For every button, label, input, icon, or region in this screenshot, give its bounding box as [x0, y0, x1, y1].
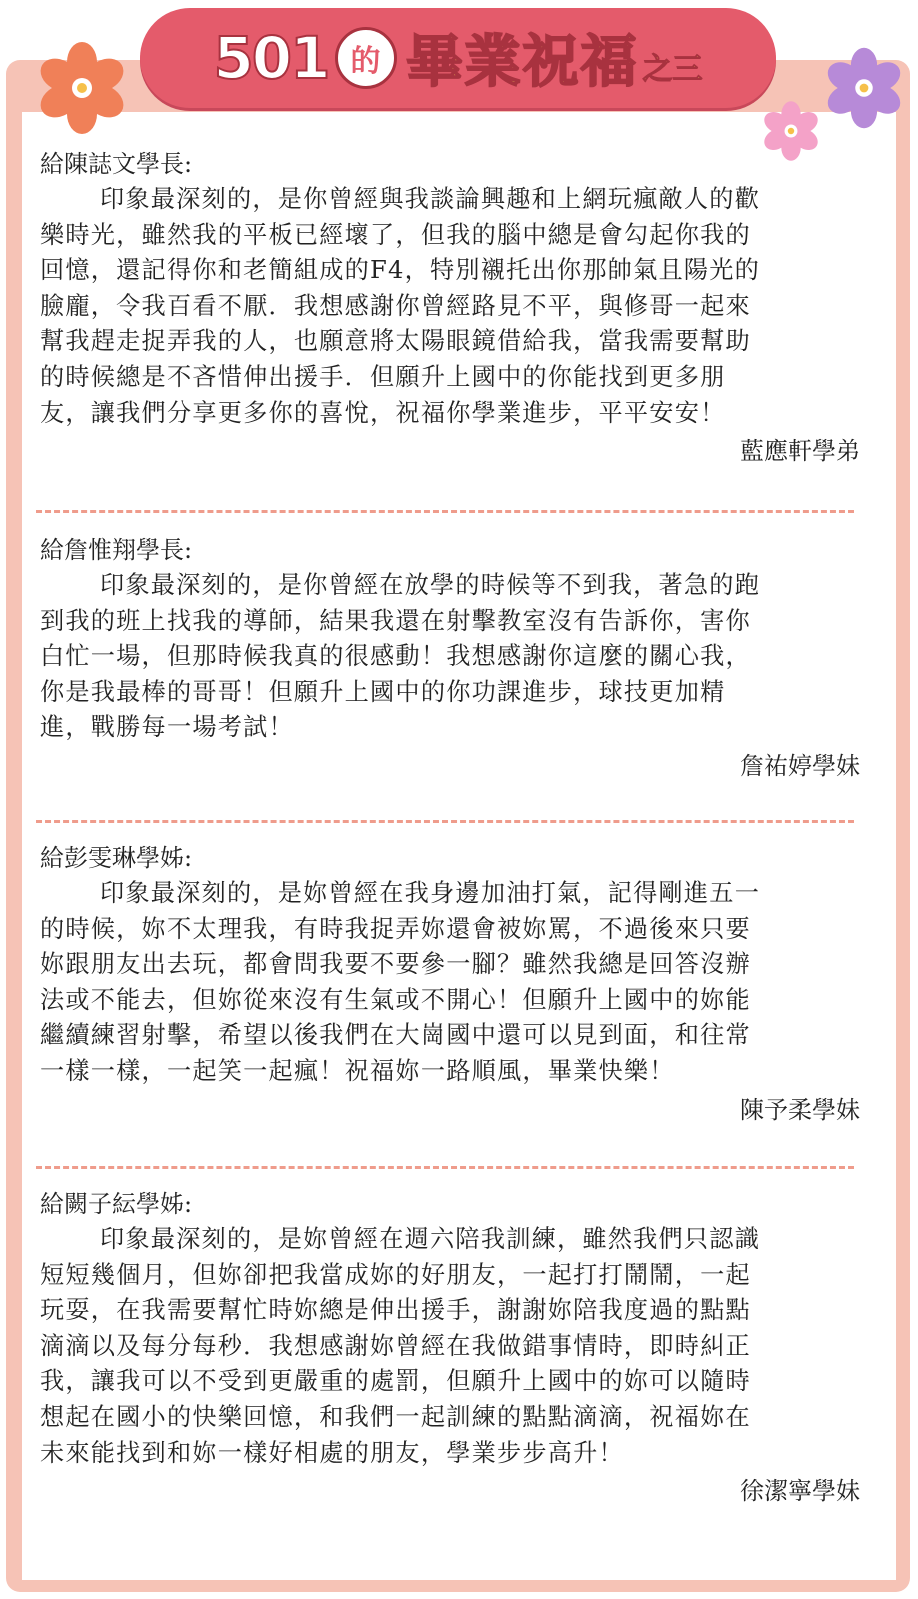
letter-signature: 詹祐婷學妹	[740, 751, 860, 780]
letter-line: 印象最深刻的，是妳曾經在週六陪我訓練，雖然我們只認識	[100, 1225, 761, 1253]
letter-line: 白忙一場，但那時候我真的很感動！我想感謝你這麼的關心我，	[40, 642, 751, 671]
letter-line: 短短幾個月，但妳卻把我當成妳的好朋友，一起打打鬧鬧，一起	[40, 1260, 751, 1289]
letter-line: 繼續練習射擊，希望以後我們在大崗國中還可以見到面，和往常	[40, 1021, 751, 1050]
letter-line: 一樣一樣，一起笑一起瘋！祝福妳一路順風，畢業快樂！	[40, 1056, 675, 1085]
banner-de-badge: 的	[335, 27, 397, 89]
letter-recipient: 給詹惟翔學長:	[40, 536, 193, 564]
letter-line: 你是我最棒的哥哥！但願升上國中的你功課進步，球技更加精	[40, 677, 726, 706]
letter-line: 法或不能去，但妳從來沒有生氣或不開心！但願升上國中的妳能	[40, 985, 751, 1014]
letter-recipient: 給闕子紜學姊:	[40, 1190, 193, 1218]
letter-line: 滴滴以及每分每秒．我想感謝妳曾經在我做錯事情時，即時糾正	[40, 1331, 751, 1360]
orange-flower-icon	[34, 40, 130, 136]
letter-section	[40, 146, 860, 471]
letter-line: 玩耍，在我需要幫忙時妳總是伸出援手，謝謝妳陪我度過的點點	[40, 1296, 751, 1325]
letter-line: 樂時光，雖然我的平板已經壞了，但我的腦中總是會勾起你我的	[40, 220, 751, 249]
letter-line: 友，讓我們分享更多你的喜悅，祝福你學業進步，平平安安！	[40, 398, 726, 427]
letter-recipient: 給彭雯琳學姊:	[40, 844, 193, 872]
banner-class-number: 501	[213, 24, 329, 92]
letter-line: 幫我趕走捉弄我的人，也願意將太陽眼鏡借給我，當我需要幫助	[40, 327, 751, 356]
letter-line: 印象最深刻的，是你曾經與我談論興趣和上網玩瘋敵人的歡	[100, 185, 761, 213]
letter-line: 印象最深刻的，是你曾經在放學的時候等不到我，著急的跑	[100, 571, 761, 599]
banner-subtitle: 之三	[642, 52, 703, 87]
letter-line: 回憶，還記得你和老簡組成的F4，特別襯托出你那帥氣且陽光的	[40, 256, 761, 285]
letter-line: 到我的班上找我的導師，結果我還在射擊教室沒有告訴你，害你	[40, 606, 751, 635]
letter-section	[40, 532, 860, 786]
letter-recipient: 給陳誌文學長:	[40, 150, 193, 178]
letter-line: 臉龐，令我百看不厭．我想感謝你曾經路見不平，與修哥一起來	[40, 291, 751, 320]
letter-section	[40, 1186, 860, 1511]
title-banner	[140, 8, 776, 108]
section-divider	[36, 820, 854, 823]
banner-title: 畢業祝福	[406, 30, 639, 95]
letter-line: 我，讓我可以不受到更嚴重的處罰，但願升上國中的妳可以隨時	[40, 1367, 751, 1396]
section-divider	[36, 1166, 854, 1169]
letter-line: 想起在國小的快樂回憶，和我們一起訓練的點點滴滴，祝福妳在	[40, 1402, 751, 1431]
section-divider	[36, 510, 854, 513]
letter-section	[40, 840, 860, 1130]
letter-line: 的時候總是不吝惜伸出援手．但願升上國中的你能找到更多朋	[40, 362, 726, 391]
letter-line: 印象最深刻的，是妳曾經在我身邊加油打氣，記得剛進五一	[100, 879, 761, 907]
letter-line: 妳跟朋友出去玩，都會問我要不要參一腳？雖然我總是回答沒辦	[40, 950, 751, 979]
letter-signature: 藍應軒學弟	[740, 437, 860, 466]
letter-line: 未來能找到和妳一樣好相處的朋友，學業步步高升！	[40, 1438, 624, 1467]
letter-line: 的時候，妳不太理我，有時我捉弄妳還會被妳罵，不過後來只要	[40, 914, 751, 943]
purple-flower-icon	[822, 46, 906, 130]
letter-signature: 陳予柔學妹	[740, 1095, 860, 1124]
letter-line: 進，戰勝每一場考試！	[40, 713, 294, 742]
letter-signature: 徐潔寧學妹	[740, 1477, 860, 1506]
